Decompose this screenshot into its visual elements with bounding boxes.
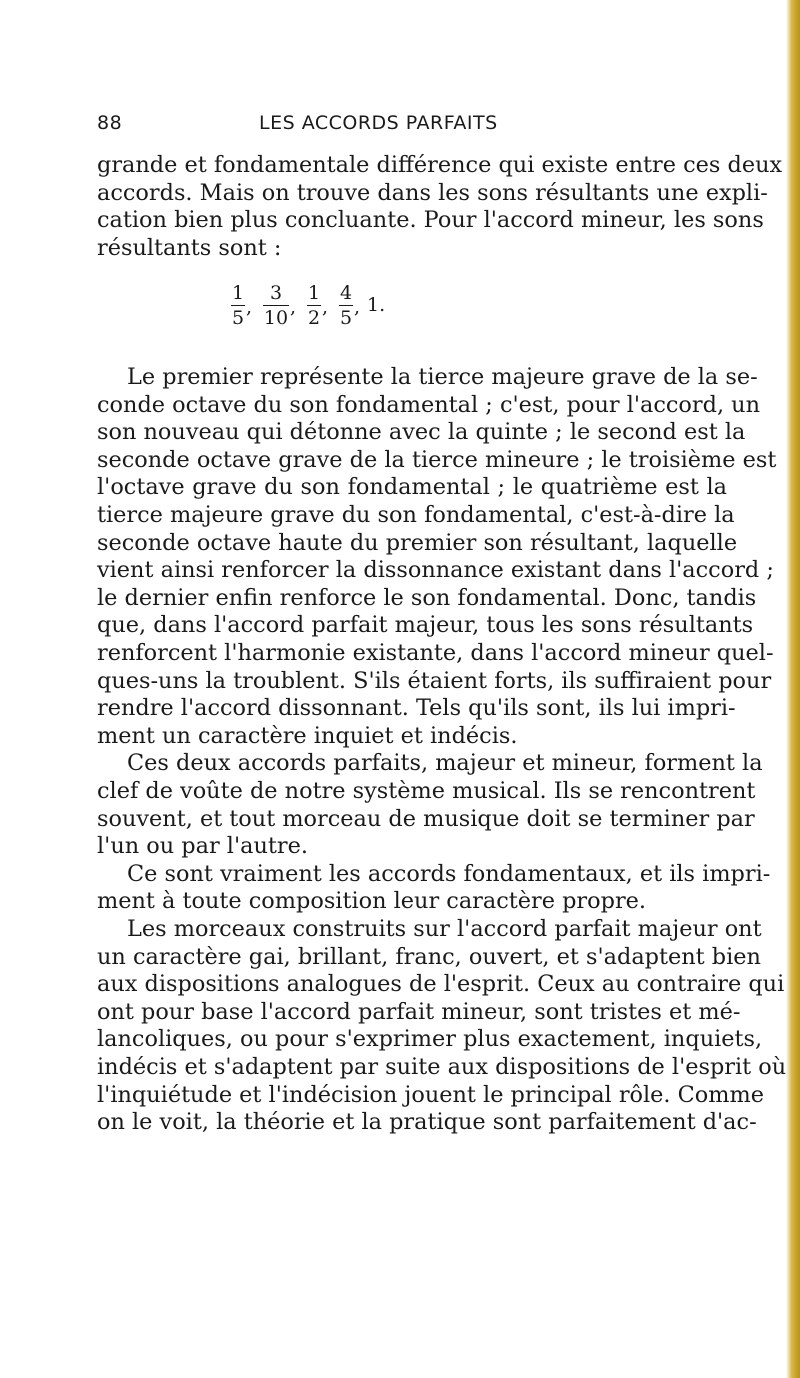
fraction-bar [339, 305, 353, 306]
text-line: son nouveau qui détonne avec la quinte ; le second est la [97, 419, 746, 446]
fraction-bar [263, 305, 289, 306]
running-head [97, 112, 697, 142]
text-line: un caractère gai, brillant, franc, ouvert, et s'adaptent bien [97, 943, 761, 970]
text-line: rendre l'accord dissonnant. Tels qu'ils sont, ils lui impri- [97, 695, 736, 722]
text-line: aux dispositions analogues de l'esprit. Ceux au contraire qui [97, 971, 785, 998]
paragraph-1 [97, 364, 777, 750]
text-line: que, dans l'accord parfait majeur, tous les sons résultants [97, 612, 754, 639]
fraction-denominator: 5 [339, 307, 353, 329]
text-line: Le premier représente la tierce majeure grave de la se- [127, 364, 758, 390]
paragraph-2 [97, 750, 763, 860]
text-line: indécis et s'adaptent par suite aux dispositions de l'esprit où [97, 1053, 787, 1080]
fraction-numerator: 1 [231, 282, 245, 304]
resultant-tones-formula [231, 282, 471, 334]
fraction-numerator: 3 [269, 282, 283, 304]
fraction-denominator: 5 [231, 307, 245, 329]
text-line: seconde octave haute du premier son résultant, laquelle [97, 529, 738, 556]
text-line: renforcent l'harmonie existante, dans l'accord mineur quel- [97, 639, 774, 666]
page-edge [786, 0, 800, 1378]
text-line: ques-uns la troublent. S'ils étaient forts, ils suffiraient pour [97, 667, 772, 694]
text-line: seconde octave grave de la tierce mineure ; le troisième est [97, 446, 777, 473]
text-line: tierce majeure grave du son fondamental, c'est-à-dire la [97, 501, 735, 528]
text-line: Ces deux accords parfaits, majeur et mineur, forment la [127, 750, 763, 777]
text-line: grande et fondamentale différence qui existe entre ces deux [97, 152, 783, 178]
page-number: 88 [97, 112, 123, 134]
text-line: vient ainsi renforcer la dissonnance existant dans l'accord ; [97, 557, 774, 584]
fraction-denominator: 2 [307, 307, 321, 329]
text-line: l'inquiétude et l'indécision jouent le principal rôle. Comme [97, 1081, 764, 1108]
text-line: accords. Mais on trouve dans les sons résultants une expli- [97, 179, 768, 206]
text-line: l'un ou par l'autre. [97, 833, 308, 860]
fraction-bar [231, 305, 245, 306]
comma: , [246, 296, 253, 318]
text-line: le dernier enfin renforce le son fondamental. Donc, tandis [97, 584, 757, 611]
fraction-denominator: 10 [263, 307, 289, 329]
text-line: ment un caractère inquiet et indécis. [97, 722, 518, 749]
fraction-numerator: 4 [339, 282, 353, 304]
text-line: souvent, et tout morceau de musique doit se terminer par [97, 805, 755, 832]
comma: , [354, 296, 361, 318]
comma: , [322, 296, 329, 318]
header-title: LES ACCORDS PARFAITS [259, 112, 498, 134]
fraction [339, 282, 353, 329]
text-line: Ce sont vraiment les accords fondamentaux, et ils impri- [127, 860, 771, 887]
text-line: on le voit, la théorie et la pratique sont parfaitement d'ac- [97, 1109, 757, 1136]
text-line: résultants sont : [97, 234, 282, 261]
text-line: conde octave du son fondamental ; c'est, pour l'accord, un [97, 391, 761, 418]
fraction-bar [307, 305, 321, 306]
comma: , [290, 296, 297, 318]
whole-number: 1. [367, 294, 386, 316]
text-line: cation bien plus concluante. Pour l'accord mineur, les sons [97, 207, 764, 234]
fraction [307, 282, 321, 329]
paragraph-4 [97, 916, 787, 1137]
paragraph-3 [97, 860, 771, 916]
fraction [263, 282, 289, 329]
fraction [231, 282, 245, 329]
text-line: ont pour base l'accord parfait mineur, sont tristes et mé- [97, 998, 741, 1025]
text-line: clef de voûte de notre système musical. Ils se rencontrent [97, 777, 756, 804]
text-line: lancoliques, ou pour s'exprimer plus exactement, inquiets, [97, 1026, 763, 1053]
fraction-numerator: 1 [307, 282, 321, 304]
intro-paragraph [97, 152, 783, 262]
text-line: ment à toute composition leur caractère propre. [97, 888, 647, 915]
text-line: Les morceaux construits sur l'accord parfait majeur ont [127, 916, 762, 942]
text-line: l'octave grave du son fondamental ; le quatrième est la [97, 474, 727, 501]
